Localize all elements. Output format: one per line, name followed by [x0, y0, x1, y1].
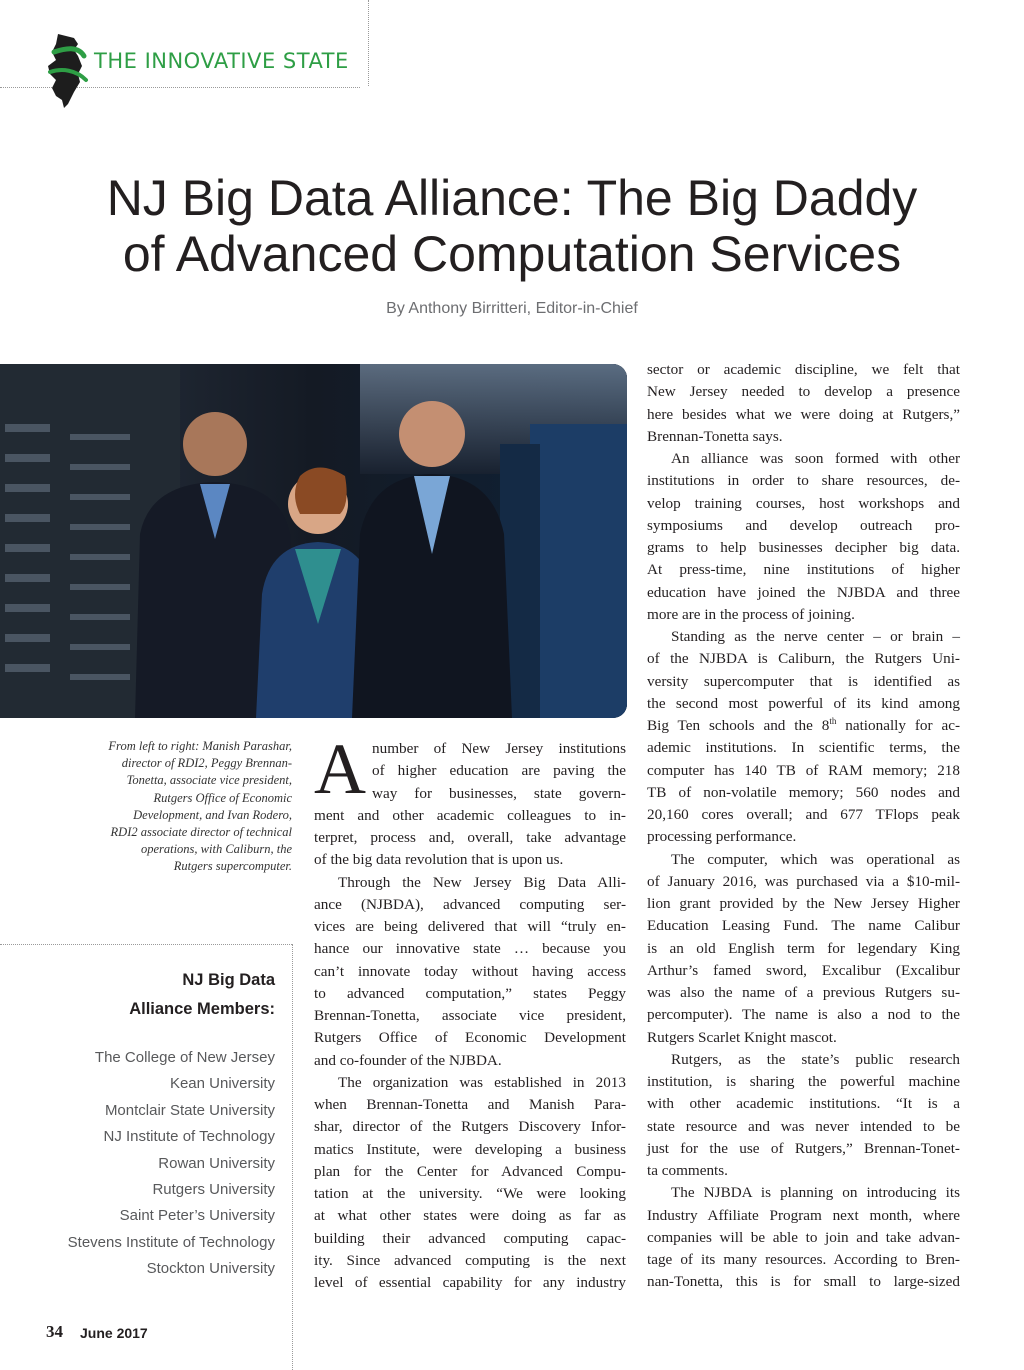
body-line: [647, 715, 960, 737]
body-line: number of New Jersey institutions: [372, 740, 626, 757]
body-line: Arthur’s famed sword, Excalibur (Excalibur: [647, 961, 960, 979]
body-line: The computer, which was operational as: [671, 850, 960, 868]
sidebar-divider-horizontal: [0, 944, 292, 945]
body-line-part: nationally for ac-: [836, 717, 961, 734]
body-line: An alliance was soon formed with other: [671, 450, 960, 467]
sidebar-title: [60, 966, 275, 1024]
sidebar-title-line: NJ Big Data: [182, 971, 275, 989]
body-line: Brennan-Tonetta says.: [647, 427, 783, 445]
body-line: ta comments.: [647, 1162, 728, 1179]
body-line: terpret, process and, overall, take advantage: [314, 829, 626, 846]
caption-line: Development, and Ivan Rodero,: [133, 807, 292, 822]
body-line: Education Leasing Fund. The name Calibur: [647, 917, 960, 935]
body-line: nan-Tonetta, this is for small to large-sized: [647, 1273, 960, 1291]
body-line: processing performance.: [647, 828, 797, 846]
body-line: when Brennan-Tonetta and Manish Para-: [314, 1096, 626, 1113]
body-line: computer has 140 TB of RAM memory; 218: [647, 761, 960, 779]
issue-date: June 2017: [80, 1325, 148, 1341]
page-number: 34: [46, 1322, 63, 1341]
body-line: was also the name of a previous Rutgers su-: [647, 984, 960, 1001]
byline: By Anthony Birritteri, Editor-in-Chief: [386, 300, 638, 317]
body-line: The organization was established in 2013: [338, 1073, 626, 1091]
body-line: just for the use of Rutgers,” Brennan-Tonet-: [647, 1139, 960, 1157]
sidebar-divider-vertical: [292, 944, 293, 1370]
caption-line: director of RDI2, Peggy Brennan-: [121, 756, 292, 771]
body-line: Standing as the nerve center – or brain –: [671, 628, 960, 645]
drop-cap: A: [314, 729, 366, 809]
body-line: tation at the university. “We were looking: [314, 1185, 626, 1202]
member-item: Kean University: [169, 1075, 275, 1093]
body-line: ance (NJBDA), advanced computing ser-: [314, 895, 626, 913]
body-line: grams to help businesses decipher big data.: [647, 539, 960, 556]
member-item: Rowan University: [158, 1154, 275, 1172]
body-line: tage of its many resources. According to Bren-: [647, 1251, 960, 1268]
caption-line: Rutgers supercomputer.: [173, 859, 292, 874]
body-line: At press-time, nine institutions of higher: [647, 561, 960, 579]
body-line: matics Institute, were developing a business: [314, 1140, 626, 1158]
body-line: sector or academic discipline, we felt that: [647, 361, 960, 378]
body-line: can’t innovate today without having access: [314, 962, 626, 980]
body-line: lion grant provided by the New Jersey Higher: [647, 895, 960, 912]
superscript-th: th: [829, 715, 837, 726]
member-item: Saint Peter’s University: [119, 1207, 275, 1225]
body-line: level of essential capability for any industry: [314, 1274, 626, 1291]
body-line: of January 2016, was purchased via a $10-mil-: [647, 872, 960, 890]
body-line: building their advanced computing capac-: [314, 1229, 626, 1247]
body-line: hance our innovative state … because you: [314, 940, 626, 958]
member-item: The College of New Jersey: [94, 1049, 275, 1066]
new-jersey-map-icon: [44, 30, 94, 110]
body-line: of the big data revolution that is upon us.: [314, 851, 564, 869]
body-line: Rutgers, as the state’s public research: [671, 1050, 960, 1068]
body-line: institution, is sharing the powerful machine: [647, 1073, 960, 1090]
members-list: [40, 1045, 275, 1283]
body-line: 20,160 cores overall; and 677 TFlops peak: [647, 806, 960, 823]
body-line: plan for the Center for Advanced Compu-: [314, 1162, 626, 1180]
body-line: percomputer). The name is also a nod to the: [647, 1006, 960, 1024]
member-item: Stockton University: [146, 1260, 275, 1278]
body-line: Through the New Jersey Big Data Alli-: [338, 873, 626, 891]
body-line: The NJBDA is planning on introducing its: [671, 1184, 960, 1202]
article-title: [60, 170, 964, 282]
sidebar-title-line: Alliance Members:: [129, 1000, 275, 1018]
header-divider-vertical: [368, 0, 369, 86]
article-photo: [0, 364, 627, 718]
section-title: THE INNOVATIVE STATE: [94, 49, 349, 73]
body-line: symposiums and develop outreach pro-: [647, 516, 960, 534]
caption-line: RDI2 associate director of technical: [110, 825, 292, 840]
body-line: TB of non-volatile memory; 560 nodes and: [647, 783, 960, 801]
body-line: with other academic institutions. “It is a: [647, 1095, 960, 1113]
member-item: Rutgers University: [152, 1180, 275, 1198]
body-line: the second most powerful of its kind among: [647, 694, 960, 712]
body-line: more are in the process of joining.: [647, 605, 855, 623]
body-line: ademic institutions. In scientific terms, the: [647, 739, 960, 757]
body-line: education have joined the NJBDA and three: [647, 583, 960, 601]
member-item: Montclair State University: [104, 1101, 275, 1119]
body-line: way for businesses, state govern-: [372, 784, 626, 802]
body-line: ment and other academic colleagues to in-: [314, 806, 626, 824]
body-line: New Jersey needed to develop a presence: [647, 383, 960, 401]
body-line: institutions in order to share resources, de-: [647, 472, 960, 490]
body-line: Industry Affiliate Program next month, where: [647, 1206, 960, 1224]
body-line: at what other states were doing as far as: [314, 1207, 626, 1225]
body-line-part: Big Ten schools and the 8: [647, 717, 830, 734]
body-line: state resource and was never intended to be: [647, 1117, 960, 1135]
body-line: is an old English term for legendary King: [647, 939, 960, 957]
member-item: NJ Institute of Technology: [103, 1128, 275, 1146]
photo-caption: [60, 738, 292, 876]
caption-line: Tonetta, associate vice president,: [126, 773, 292, 788]
body-line: of higher education are paving the: [372, 762, 626, 780]
body-line: of the NJBDA is Caliburn, the Rutgers Uni-: [647, 650, 960, 668]
body-line: to advanced computation,” states Peggy: [314, 984, 626, 1002]
supercomputer-photo-illustration: [0, 364, 627, 718]
body-line: velop training courses, host workshops and: [647, 494, 960, 512]
body-line: versity supercomputer that is identified as: [647, 672, 960, 690]
body-line: Rutgers Scarlet Knight mascot.: [647, 1028, 837, 1046]
article-title-line: of Advanced Computation Services: [122, 226, 902, 282]
caption-line: Rutgers Office of Economic: [153, 790, 292, 805]
body-line: Brennan-Tonetta, associate vice president,: [314, 1007, 626, 1024]
article-body-column-right: [647, 359, 960, 1294]
body-line: shar, director of the Rutgers Discovery Infor-: [314, 1118, 626, 1136]
body-line: here besides what we were doing at Rutgers,”: [647, 405, 960, 423]
article-body-column-middle: [314, 738, 626, 1294]
body-line: ity. Since advanced computing is the next: [314, 1251, 626, 1269]
caption-line: operations, with Caliburn, the: [140, 842, 292, 857]
body-line: companies will be able to join and take advan-: [647, 1228, 960, 1246]
body-line: and co-founder of the NJBDA.: [314, 1051, 502, 1069]
article-title-line: NJ Big Data Alliance: The Big Daddy: [106, 170, 918, 226]
caption-line: From left to right: Manish Parashar,: [108, 739, 292, 753]
member-item: Stevens Institute of Technology: [67, 1233, 275, 1251]
body-line: Rutgers Office of Economic Development: [314, 1029, 626, 1047]
body-line: vices are being delivered that will “truly en-: [314, 918, 626, 935]
